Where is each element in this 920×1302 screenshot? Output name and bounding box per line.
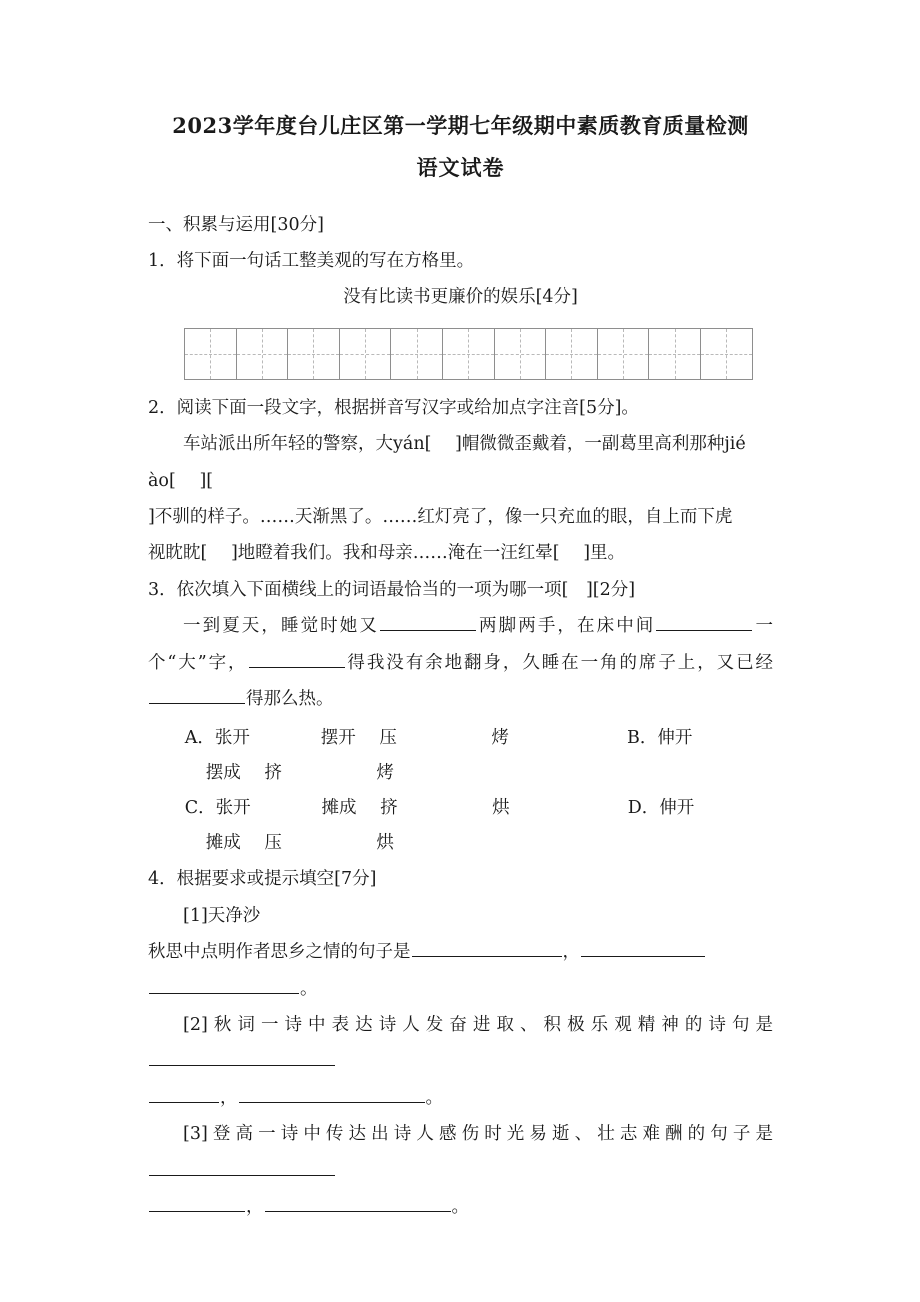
question-4-item-1-line-cont	[148, 971, 773, 1007]
question-3-option-row-cd	[148, 791, 773, 826]
q3-text-d: ”字，	[197, 652, 248, 673]
option-c-word-4: 烘	[492, 798, 510, 819]
grid-cell[interactable]	[546, 328, 598, 379]
q4-item3-text: [3]登高一诗中传达出诗人感伤时光易逝、壮志难酬的句子是	[183, 1124, 773, 1145]
grid-cell[interactable]	[649, 328, 701, 379]
q3-blank-4[interactable]	[149, 685, 245, 704]
question-1-prompt: 1．将下面一句话工整美观的写在方格里。	[148, 251, 475, 272]
q4-item2-comma: ，	[220, 1087, 238, 1108]
grid-cell[interactable]	[700, 328, 752, 379]
question-2-body-line-4	[148, 535, 773, 571]
grid-cell[interactable]	[494, 328, 546, 379]
section-one-heading: 一、积累与运用[30分]	[148, 214, 324, 235]
q2-bracket-3: [	[168, 470, 176, 491]
q3-text-f: 得那么热。	[246, 688, 334, 709]
page-title: 2023学年度台儿庄区第一学期七年级期中素质教育质量检测	[172, 113, 749, 138]
q4-item1-blank-1[interactable]	[412, 938, 562, 957]
table-row	[185, 328, 753, 379]
question-4-item-1-label: [1]天净沙	[183, 905, 261, 926]
q4-item2-blank-2[interactable]	[149, 1083, 219, 1102]
question-1-sentence: 没有比读书更廉价的娱乐[4分]	[343, 287, 578, 308]
question-3-passage	[148, 608, 773, 717]
writing-grid	[184, 328, 753, 380]
option-a-word-3: 压	[379, 728, 397, 749]
grid-cell[interactable]	[391, 328, 443, 379]
q4-item3-comma: ，	[246, 1196, 264, 1217]
question-4-item-2-line	[148, 1007, 773, 1080]
option-b-word-2: 摆成	[205, 763, 241, 784]
q3-text-a: 一到夏天，睡觉时她又	[183, 616, 379, 637]
q4-item1-comma: ，	[562, 942, 580, 963]
question-2-body-line-2	[148, 463, 773, 499]
option-a-label[interactable]: A．	[184, 728, 215, 749]
q4-item3-period: 。	[451, 1196, 469, 1217]
q3-blank-3[interactable]	[249, 648, 345, 667]
question-3-option-row-b-cont	[148, 756, 773, 791]
question-2-body-line-3: ]不驯的样子。……天渐黑了。……红灯亮了，像一只充血的眼，自上而下虎	[148, 507, 733, 528]
q2-text-b: 帽微微歪戴着，一副葛里高利那种	[461, 434, 725, 455]
option-b-word-1: 伸开	[657, 728, 693, 749]
question-4-prompt: 4．根据要求或提示填空[7分]	[148, 869, 377, 890]
q4-item1-blank-3[interactable]	[149, 974, 299, 993]
q2-bracket-5: [	[206, 470, 214, 491]
option-b-word-3: 挤	[264, 763, 282, 784]
grid-cell[interactable]	[236, 328, 288, 379]
q2-text-c: 视眈眈[	[148, 543, 208, 564]
q3-text-c: 一个“大	[148, 616, 774, 673]
grid-cell[interactable]	[442, 328, 494, 379]
question-3-option-row-ab	[148, 721, 773, 756]
question-4-item-1-line	[148, 934, 773, 970]
q4-item2-blank-1[interactable]	[149, 1047, 335, 1066]
q4-item3-blank-2[interactable]	[149, 1193, 245, 1212]
option-a-word-4: 烤	[491, 728, 509, 749]
q2-pinyin-jie: jié	[724, 434, 746, 455]
q2-text-e: ]里。	[583, 543, 626, 564]
question-4-item-3-line-cont	[148, 1189, 773, 1225]
grid-cell[interactable]	[288, 328, 340, 379]
question-3-prompt: 3．依次填入下面横线上的词语最恰当的一项为哪一项[ ][2分]	[148, 579, 636, 600]
q4-item3-blank-1[interactable]	[149, 1156, 335, 1175]
q4-item2-text: [2]秋词一诗中表达诗人发奋进取、积极乐观精神的诗句是	[183, 1014, 773, 1035]
option-d-word-2: 摊成	[205, 833, 241, 854]
q2-text-a: 车站派出所年轻的警察，大	[183, 434, 393, 455]
q4-item1-period: 。	[300, 978, 318, 999]
option-c-word-1: 张开	[215, 798, 251, 819]
q4-item2-blank-3[interactable]	[239, 1083, 425, 1102]
q3-text-e: 得我没有余地翻身，久睡在一角的席子上，又已经	[345, 652, 774, 673]
q2-pinyin-ao: ào	[148, 470, 169, 491]
option-d-label[interactable]: D．	[627, 798, 660, 819]
option-a-word-2: 摆开	[320, 728, 356, 749]
document-content	[148, 112, 773, 1225]
question-2-body-line-1	[148, 426, 773, 462]
q4-item2-period: 。	[425, 1087, 443, 1108]
option-c-word-3: 挤	[380, 798, 398, 819]
writing-grid-wrapper	[148, 328, 773, 380]
question-4-item-3-line	[148, 1116, 773, 1189]
question-2-prompt: 2．阅读下面一段文字，根据拼音写汉字或给加点字注音[5分]。	[148, 397, 639, 418]
question-3-option-row-d-cont	[148, 826, 773, 861]
option-d-word-4: 烘	[376, 833, 394, 854]
q3-text-b: 两脚两手，在床中间	[476, 616, 656, 637]
q4-item3-blank-3[interactable]	[265, 1193, 451, 1212]
q3-blank-2[interactable]	[656, 612, 752, 631]
q3-blank-1[interactable]	[380, 612, 476, 631]
grid-cell[interactable]	[185, 328, 237, 379]
option-a-word-1: 张开	[214, 728, 250, 749]
question-4-item-2-line-cont	[148, 1080, 773, 1116]
option-c-label[interactable]: C．	[184, 798, 216, 819]
q2-pinyin-yan: yán	[393, 434, 425, 455]
option-c-word-2: 摊成	[321, 798, 357, 819]
option-b-label[interactable]: B．	[627, 728, 658, 749]
option-b-word-4: 烤	[376, 763, 394, 784]
q2-bracket-4: ]	[199, 470, 207, 491]
page-subtitle: 语文试卷	[416, 155, 505, 181]
q2-text-d: ]地瞪着我们。我和母亲……淹在一汪红晕[	[230, 543, 560, 564]
option-d-word-3: 压	[264, 833, 282, 854]
q4-item1-text: 秋思中点明作者思乡之情的句子是	[148, 942, 411, 963]
grid-cell[interactable]	[597, 328, 649, 379]
option-d-word-1: 伸开	[659, 798, 695, 819]
grid-cell[interactable]	[339, 328, 391, 379]
q2-bracket-2: ]	[455, 434, 462, 455]
q4-item1-blank-2[interactable]	[581, 938, 705, 957]
q2-bracket-1: [	[424, 434, 432, 455]
